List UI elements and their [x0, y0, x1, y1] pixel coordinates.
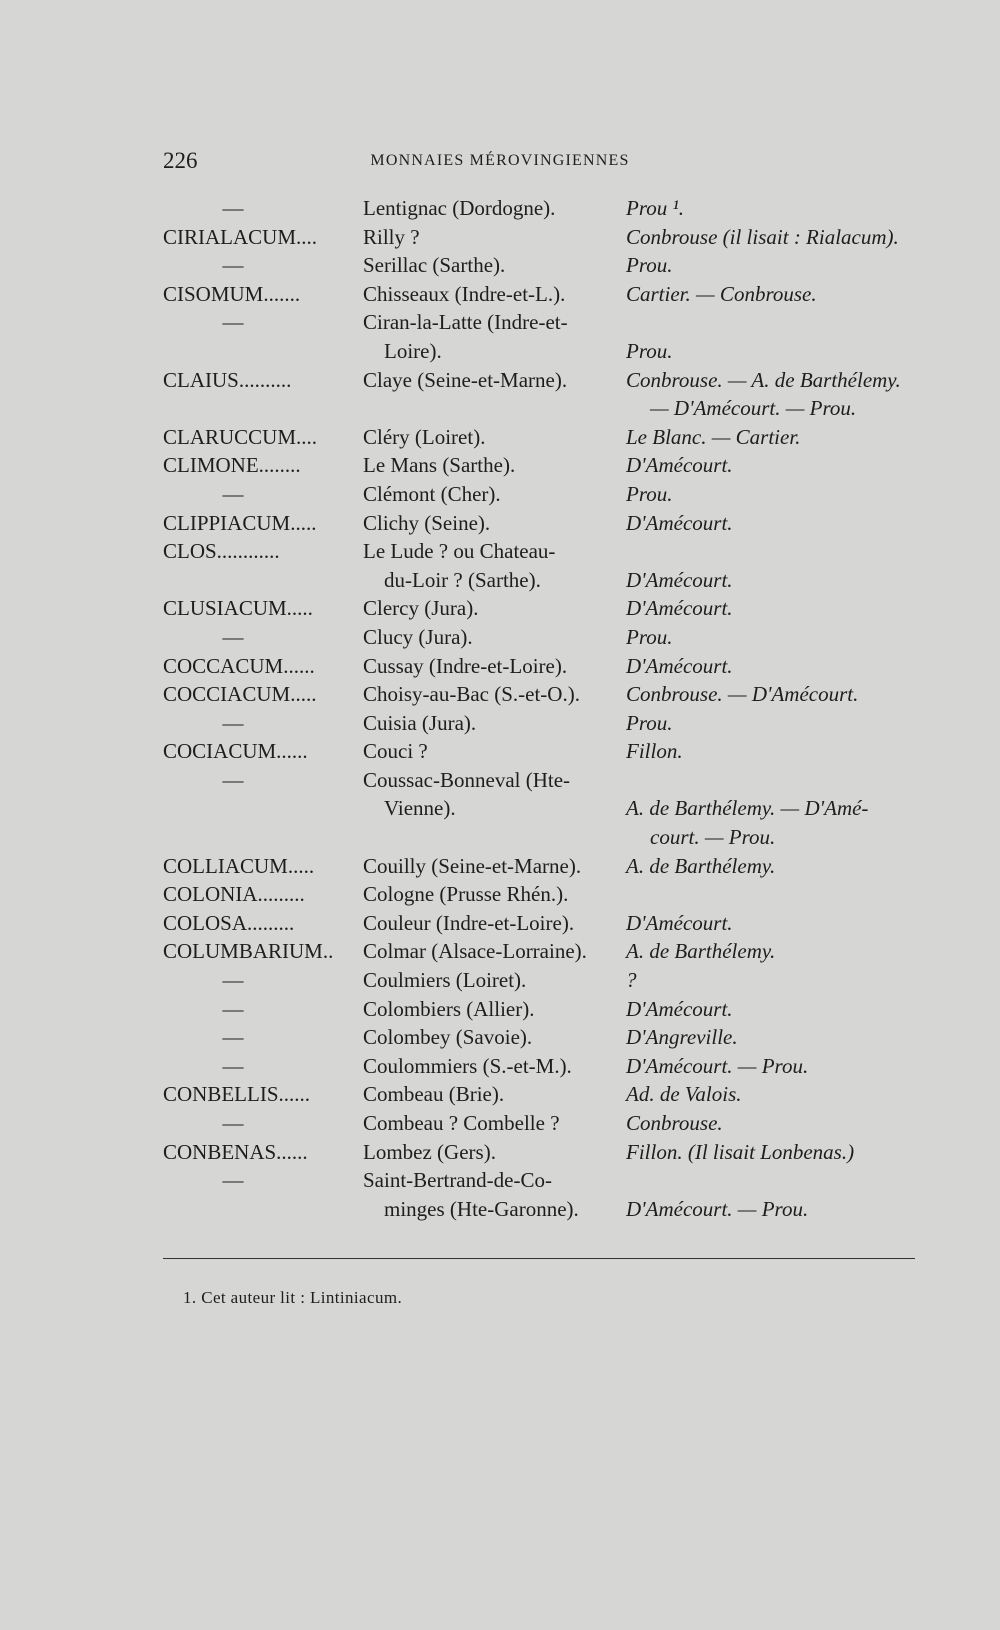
- latin-name: COLOSA.........: [163, 910, 295, 935]
- list-item: [0, 652, 1000, 681]
- modern-place: Chisseaux (Indre-et-L.).: [363, 281, 566, 306]
- source-attribution: D'Amécourt.: [626, 910, 733, 935]
- source-attribution: ?: [626, 968, 637, 993]
- modern-place: Clercy (Jura).: [363, 596, 479, 621]
- modern-place: Cuisia (Jura).: [363, 710, 477, 735]
- list-item: [0, 880, 1000, 909]
- modern-place: minges (Hte-Garonne).: [384, 1196, 579, 1221]
- latin-name: COLLIACUM.....: [163, 853, 315, 878]
- modern-place: Serillac (Sarthe).: [363, 253, 506, 278]
- modern-place: Couilly (Seine-et-Marne).: [363, 853, 582, 878]
- source-attribution: D'Amécourt.: [626, 453, 733, 478]
- list-item: [0, 280, 1000, 309]
- source-attribution: Conbrouse (il lisait : Rialacum).: [626, 224, 899, 249]
- source-attribution: Prou.: [626, 624, 673, 649]
- latin-name: COCIACUM......: [163, 739, 308, 764]
- modern-place: Cologne (Prusse Rhén.).: [363, 882, 569, 907]
- modern-place: Choisy-au-Bac (S.-et-O.).: [363, 682, 580, 707]
- source-attribution: Conbrouse. — A. de Barthélemy.: [626, 367, 901, 392]
- modern-place: Coussac-Bonneval (Hte-: [363, 767, 571, 792]
- list-item: [0, 251, 1000, 280]
- footnote: 1. Cet auteur lit : Lintiniacum.: [183, 1288, 403, 1307]
- source-attribution: Prou.: [626, 338, 673, 363]
- latin-name: CLARUCCUM....: [163, 424, 318, 449]
- source-attribution: Cartier. — Conbrouse.: [626, 281, 817, 306]
- modern-place: Loire).: [384, 338, 442, 363]
- list-item: [0, 1052, 1000, 1081]
- list-item: [0, 594, 1000, 623]
- latin-name: —: [222, 253, 244, 278]
- list-item: [0, 537, 1000, 566]
- modern-place: Colombey (Savoie).: [363, 1025, 533, 1050]
- modern-place: Le Lude ? ou Chateau-: [363, 539, 556, 564]
- modern-place: Lentignac (Dordogne).: [363, 196, 556, 220]
- source-attribution: Prou.: [626, 253, 673, 278]
- modern-place: Cussay (Indre-et-Loire).: [363, 653, 568, 678]
- list-item: [0, 308, 1000, 337]
- latin-name: —: [222, 767, 244, 792]
- modern-place: Ciran-la-Latte (Indre-et-: [363, 310, 568, 335]
- modern-place: Combeau (Brie).: [363, 1082, 505, 1107]
- source-attribution: D'Amécourt. — Prou.: [626, 1053, 809, 1078]
- source-attribution: A. de Barthélemy.: [626, 853, 776, 878]
- page-header: [0, 148, 1000, 182]
- list-item: [0, 909, 1000, 938]
- source-attribution: Le Blanc. — Cartier.: [626, 424, 801, 449]
- list-item: [0, 766, 1000, 795]
- source-attribution: Prou.: [626, 710, 673, 735]
- list-item: [0, 709, 1000, 738]
- list-item: [0, 423, 1000, 452]
- source-attribution: Fillon.: [626, 739, 683, 764]
- latin-name: —: [222, 968, 244, 993]
- modern-place: Couci ?: [363, 739, 428, 764]
- latin-name: —: [222, 310, 244, 335]
- list-item: [0, 1109, 1000, 1138]
- entries-list: [0, 194, 1000, 1223]
- source-attribution: court. — Prou.: [650, 825, 776, 850]
- list-item: [0, 1138, 1000, 1167]
- list-item: [0, 737, 1000, 766]
- list-item: [0, 680, 1000, 709]
- modern-place: Lombez (Gers).: [363, 1139, 496, 1164]
- source-attribution: Ad. de Valois.: [626, 1082, 742, 1107]
- source-attribution: Conbrouse.: [626, 1111, 723, 1135]
- list-item: [0, 451, 1000, 480]
- latin-name: —: [222, 710, 244, 735]
- source-attribution: D'Amécourt.: [626, 567, 733, 592]
- modern-place: Saint-Bertrand-de-Co-: [363, 1168, 552, 1193]
- modern-place: du-Loir ? (Sarthe).: [384, 567, 541, 592]
- source-attribution: Conbrouse. — D'Amécourt.: [626, 682, 859, 707]
- list-item: [0, 852, 1000, 881]
- latin-name: COLONIA.........: [163, 882, 305, 907]
- list-item: [0, 937, 1000, 966]
- latin-name: CLAIUS..........: [163, 367, 292, 392]
- source-attribution: D'Amécourt.: [626, 653, 733, 678]
- source-attribution: Fillon. (Il lisait Lonbenas.): [626, 1139, 855, 1164]
- list-item: [0, 480, 1000, 509]
- modern-place: Clichy (Seine).: [363, 510, 491, 535]
- source-attribution: A. de Barthélemy.: [626, 939, 776, 964]
- list-item: [0, 823, 1000, 852]
- modern-place: Rilly ?: [363, 224, 420, 249]
- list-item: [0, 223, 1000, 252]
- list-item: [0, 623, 1000, 652]
- source-attribution: D'Amécourt.: [626, 596, 733, 621]
- latin-name: CONBENAS......: [163, 1139, 308, 1164]
- latin-name: CLUSIACUM.....: [163, 596, 313, 621]
- modern-place: Combeau ? Combelle ?: [363, 1111, 560, 1135]
- source-attribution: D'Amécourt.: [626, 996, 733, 1021]
- modern-place: Le Mans (Sarthe).: [363, 453, 516, 478]
- running-title: MONNAIES MÉROVINGIENNES: [370, 152, 630, 169]
- latin-name: —: [222, 1025, 244, 1050]
- list-item: [0, 1195, 1000, 1224]
- latin-name: CLIPPIACUM.....: [163, 510, 317, 535]
- modern-place: Vienne).: [384, 796, 456, 821]
- list-item: [0, 794, 1000, 823]
- source-attribution: D'Amécourt.: [626, 510, 733, 535]
- latin-name: COLUMBARIUM..: [163, 939, 334, 964]
- latin-name: —: [222, 481, 244, 506]
- list-item: [0, 337, 1000, 366]
- latin-name: —: [222, 996, 244, 1021]
- latin-name: CIRIALACUM....: [163, 224, 318, 249]
- list-item: [0, 995, 1000, 1024]
- latin-name: COCCACUM......: [163, 653, 315, 678]
- list-item: [0, 1023, 1000, 1052]
- latin-name: —: [222, 1168, 244, 1193]
- source-attribution: D'Amécourt. — Prou.: [626, 1196, 809, 1221]
- modern-place: Colombiers (Allier).: [363, 996, 535, 1021]
- source-attribution: A. de Barthélemy. — D'Amé-: [626, 796, 869, 821]
- list-item: [0, 366, 1000, 395]
- latin-name: —: [222, 1111, 244, 1135]
- source-attribution: Prou ¹.: [626, 196, 685, 220]
- list-item: [0, 394, 1000, 423]
- source-attribution: D'Angreville.: [626, 1025, 738, 1050]
- latin-name: —: [222, 624, 244, 649]
- modern-place: Clucy (Jura).: [363, 624, 473, 649]
- list-item: [0, 566, 1000, 595]
- list-item: [0, 194, 1000, 223]
- list-item: [0, 966, 1000, 995]
- latin-name: —: [222, 196, 244, 220]
- modern-place: Cléry (Loiret).: [363, 424, 486, 449]
- latin-name: CONBELLIS......: [163, 1082, 310, 1107]
- source-attribution: Prou.: [626, 481, 673, 506]
- modern-place: Colmar (Alsace-Lorraine).: [363, 939, 587, 964]
- list-item: [0, 1080, 1000, 1109]
- source-attribution: — D'Amécourt. — Prou.: [650, 396, 857, 421]
- latin-name: —: [222, 1053, 244, 1078]
- latin-name: CLOS............: [163, 539, 280, 564]
- page-number: 226: [163, 148, 198, 173]
- modern-place: Coulmiers (Loiret).: [363, 968, 527, 993]
- list-item: [0, 1166, 1000, 1195]
- modern-place: Claye (Seine-et-Marne).: [363, 367, 568, 392]
- list-item: [0, 509, 1000, 538]
- modern-place: Coulommiers (S.-et-M.).: [363, 1053, 572, 1078]
- footnote-rule: [163, 1258, 915, 1259]
- modern-place: Clémont (Cher).: [363, 481, 501, 506]
- latin-name: COCCIACUM.....: [163, 682, 317, 707]
- latin-name: CISOMUM.......: [163, 281, 301, 306]
- modern-place: Couleur (Indre-et-Loire).: [363, 910, 575, 935]
- latin-name: CLIMONE........: [163, 453, 301, 478]
